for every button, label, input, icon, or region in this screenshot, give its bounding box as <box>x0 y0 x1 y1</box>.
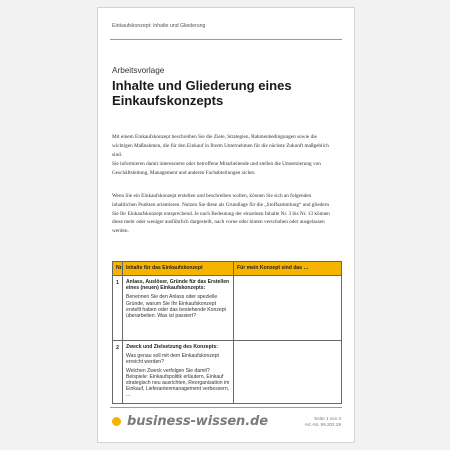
document-subtitle: Arbeitsvorlage <box>112 66 165 75</box>
row-content <box>123 276 234 341</box>
table-header-row <box>113 262 342 276</box>
intro-paragraph-3: Wenn Sie ein Einkaufskonzept erstellen und beschreiben wollen, können Sie sich an folgenden inhaltlichen Punkten orientieren. Nutzen Sie diese als Grundlage für die „Stoffsammlung“ und gliedern Sie Ihr Einkaufskonzept entsprechend. Je nach Bedeutung der einzelnen Inhalte Nr. 3 bis Nr. 13 können diese mehr oder weniger ausführlich dargestellt, nach vorne oder hinten verschoben oder ausgelassen werden. <box>112 193 330 235</box>
logo-dot-icon <box>112 417 121 426</box>
row-note: Was genau soll mit dem Einkaufskonzept erreicht werden? <box>126 353 219 366</box>
table-header-number: Nr. <box>113 262 123 276</box>
row-number: 2 <box>113 341 123 404</box>
page-number: Seite 1 von 3 <box>314 416 341 421</box>
row-title: Zweck und Zielsetzung des Konzepts: <box>126 344 218 350</box>
concept-table <box>112 261 342 404</box>
answer-cell[interactable] <box>234 276 342 341</box>
intro-paragraph-2: Sie informieren damit interessierte oder betroffene Mitarbeitende und stellen die Umsetzierung von Geschäftsleitung, Management und anderen Fachabteilungen sicher. <box>112 161 321 176</box>
intro-paragraph-1: Mit einem Einkaufskonzept beschreiben Sie die Ziele, Strategien, Rahmenbedingungen sowie die wichtigen Maßnahmen, die für den Einkauf in Ihrem Unternehmen für die nächste Zukunft maßgeblich sind. <box>112 134 329 158</box>
header-divider <box>110 39 342 40</box>
document-title-line-2: Einkaufskonzepts <box>112 93 224 108</box>
row-note: Welchen Zweck verfolgen Sie damit? Beispiele: Einkaufspolitik erläutern, Einkauf strategisch neu ausrichten, Reorganisation im Einkauf, Lieferantenmanagement verbessern, ... <box>126 367 230 399</box>
business-wissen-logo <box>112 413 268 429</box>
row-content <box>123 341 234 404</box>
logo-text: business-wissen.de <box>127 413 268 429</box>
table-header-answer: Für mein Konzept sind das … <box>234 262 342 276</box>
document-header: Einkaufskonzept: Inhalte und Gliederung <box>112 23 206 29</box>
table-row <box>113 276 342 341</box>
row-number: 1 <box>113 276 123 341</box>
article-number: Art.-Nr. 99.202.29 <box>304 422 341 427</box>
row-note: Benennen Sie den Anlass oder spezielle Gründe, warum Sie Ihr Einkaufskonzept erstellt haben oder das bestehende Konzept überarbeiten. Was ist passiert? <box>126 294 226 320</box>
document-page <box>97 7 355 443</box>
document-title <box>112 78 337 108</box>
document-title-line-1: Inhalte und Gliederung eines <box>112 78 292 93</box>
answer-cell[interactable] <box>234 341 342 404</box>
row-title: Anlass, Auslöser, Gründe für das Erstellen eines (neuen) Einkaufskonzepts: <box>126 279 230 292</box>
table-header-content: Inhalte für das Einkaufskonzept <box>123 262 234 276</box>
page-info <box>305 416 341 428</box>
table-row <box>113 341 342 404</box>
footer-divider <box>110 407 342 408</box>
